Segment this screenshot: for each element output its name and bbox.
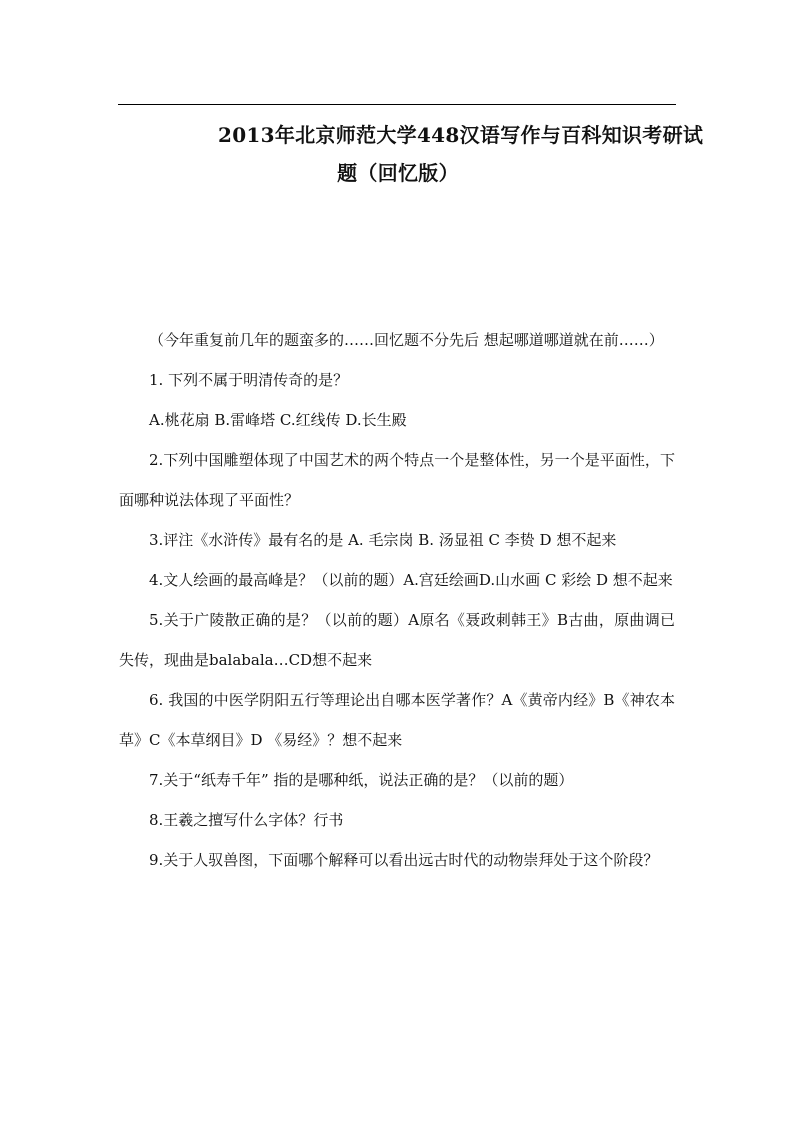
title-line-2: 题（回忆版） [337, 161, 459, 185]
question-4: 4.文人绘画的最高峰是？（以前的题）A.宫廷绘画D.山水画 C 彩绘 D 想不起来 [149, 571, 673, 589]
page-title [118, 116, 704, 192]
question-6: 6. 我国的中医学阴阳五行等理论出自哪本医学著作？A《黄帝内经》B《神农本草》C《本草纲目》D 《易经》？想不起来 [119, 691, 675, 749]
question-9: 9.关于人驭兽图，下面哪个解释可以看出远古时代的动物崇拜处于这个阶段？ [149, 851, 659, 869]
title-line-1: 2013年北京师范大学448汉语写作与百科知识考研试 [218, 123, 704, 147]
question-7: 7.关于“纸寿千年” 指的是哪种纸，说法正确的是？（以前的题） [149, 771, 574, 789]
question-1-options: A.桃花扇 B.雷峰塔 C.红线传 D.长生殿 [149, 411, 407, 429]
question-3: 3.评注《水浒传》最有名的是 A. 毛宗岗 B. 汤显祖 C 李贽 D 想不起来 [149, 531, 617, 549]
question-5: 5.关于广陵散正确的是？（以前的题）A原名《聂政刺韩王》B古曲，原曲调已失传，现曲是balabala…CD想不起来 [119, 611, 675, 669]
question-2: 2.下列中国雕塑体现了中国艺术的两个特点一个是整体性，另一个是平面性，下面哪种说法体现了平面性？ [119, 451, 675, 509]
intro-paragraph: （今年重复前几年的题蛮多的……回忆题不分先后 想起哪道哪道就在前……） [149, 331, 664, 349]
header-rule [118, 104, 676, 105]
document-body [119, 320, 675, 880]
question-1: 1. 下列不属于明清传奇的是？ [149, 371, 349, 389]
question-8: 8.王羲之擅写什么字体？行书 [149, 811, 344, 829]
